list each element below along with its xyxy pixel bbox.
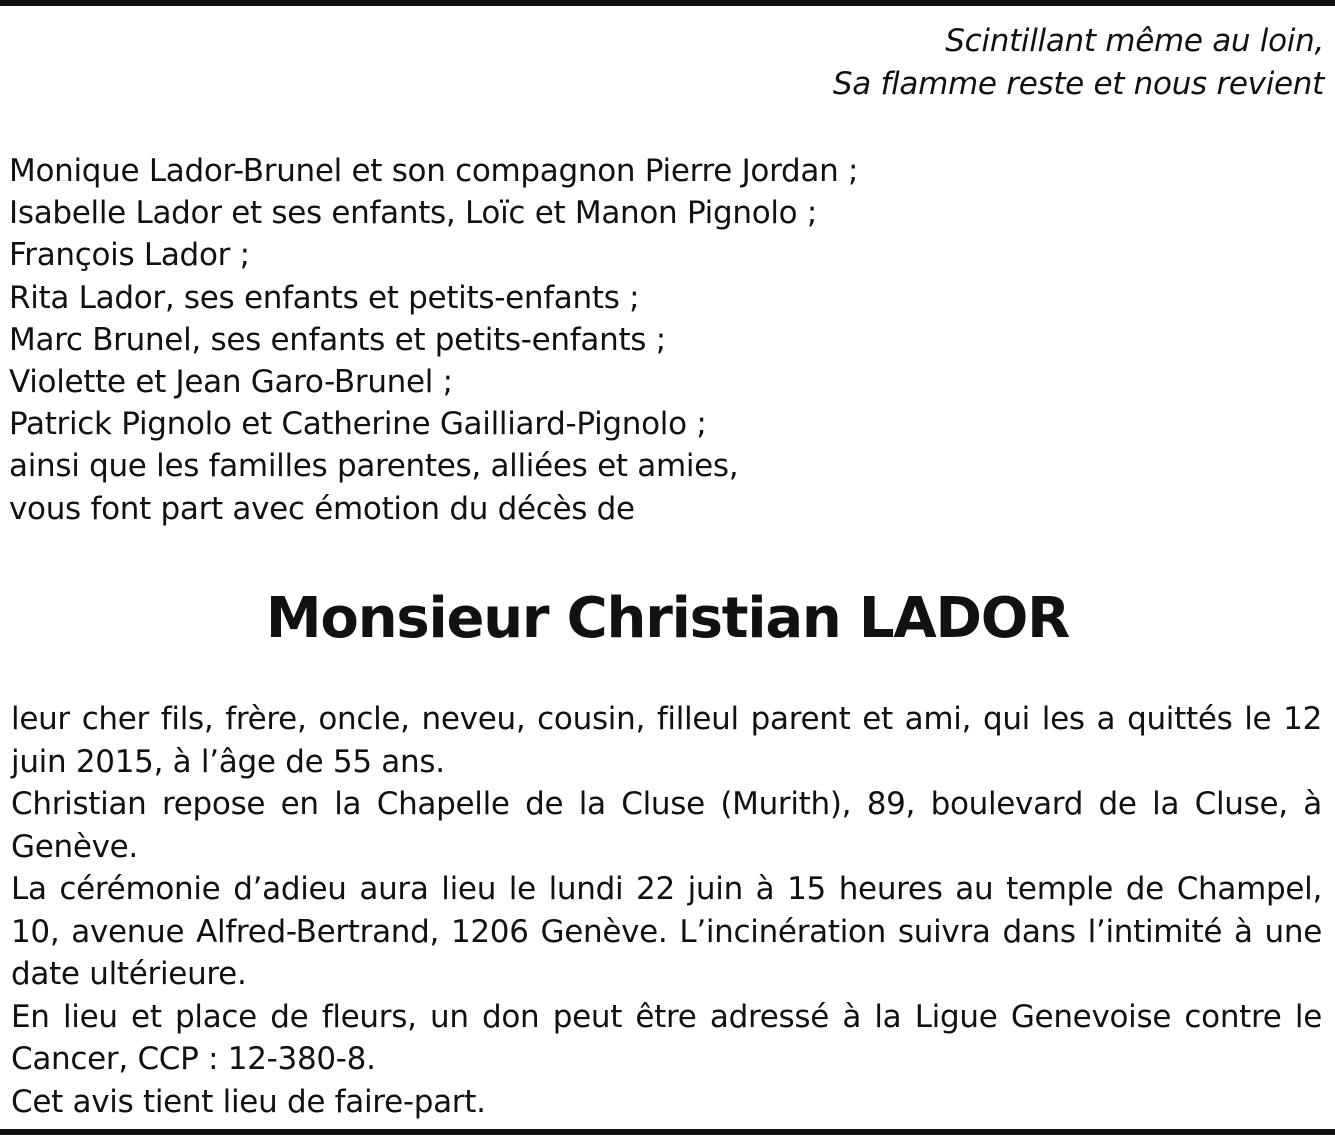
family-line: Marc Brunel, ses enfants et petits-enfants ; [9, 321, 666, 358]
top-border-rule [0, 0, 1335, 6]
notice-paragraph-ceremony: La cérémonie d’adieu aura lieu le lundi 22 juin à 15 heures au temple de Champel, 10, avenue Alfred-Bertrand, 1206 Genève. L’incinération suivra dans l’intimité à une date ultérieure. [11, 871, 1322, 992]
family-line: Violette et Jean Garo-Brunel ; [9, 364, 453, 401]
epigraph-line-2: Sa flamme reste et nous revient [832, 66, 1324, 102]
notice-paragraph-relation: leur cher fils, frère, oncle, neveu, cousin, filleul parent et ami, qui les a quittés le 12 juin 2015, à l’âge de 55 ans. [11, 701, 1322, 780]
bottom-border-rule [0, 1129, 1335, 1135]
family-line: François Lador ; [9, 237, 250, 274]
epigraph-line-1: Scintillant même au loin, [945, 23, 1324, 59]
family-line: vous font part avec émotion du décès de [9, 490, 635, 527]
notice-paragraph-repose: Christian repose en la Chapelle de la Cluse (Murith), 89, boulevard de la Cluse, à Genève. [11, 786, 1322, 865]
deceased-name: Monsieur Christian LADOR [265, 586, 1070, 651]
family-line: Rita Lador, ses enfants et petits-enfants ; [9, 279, 640, 316]
notice-paragraph-donation: En lieu et place de fleurs, un don peut être adressé à la Ligue Genevoise contre le Cancer, CCP : 12-380-8. [11, 998, 1322, 1077]
family-line: Isabelle Lador et ses enfants, Loïc et Manon Pignolo ; [9, 195, 818, 232]
epigraph [524, 20, 1324, 106]
family-line: ainsi que les familles parentes, alliées et amies, [9, 448, 739, 485]
notice-body [11, 698, 1322, 1123]
family-line: Patrick Pignolo et Catherine Gailliard-Pignolo ; [9, 406, 707, 443]
family-list [9, 150, 1209, 530]
family-line: Monique Lador-Brunel et son compagnon Pierre Jordan ; [9, 153, 859, 189]
notice-paragraph-closing: Cet avis tient lieu de faire-part. [11, 1083, 486, 1120]
